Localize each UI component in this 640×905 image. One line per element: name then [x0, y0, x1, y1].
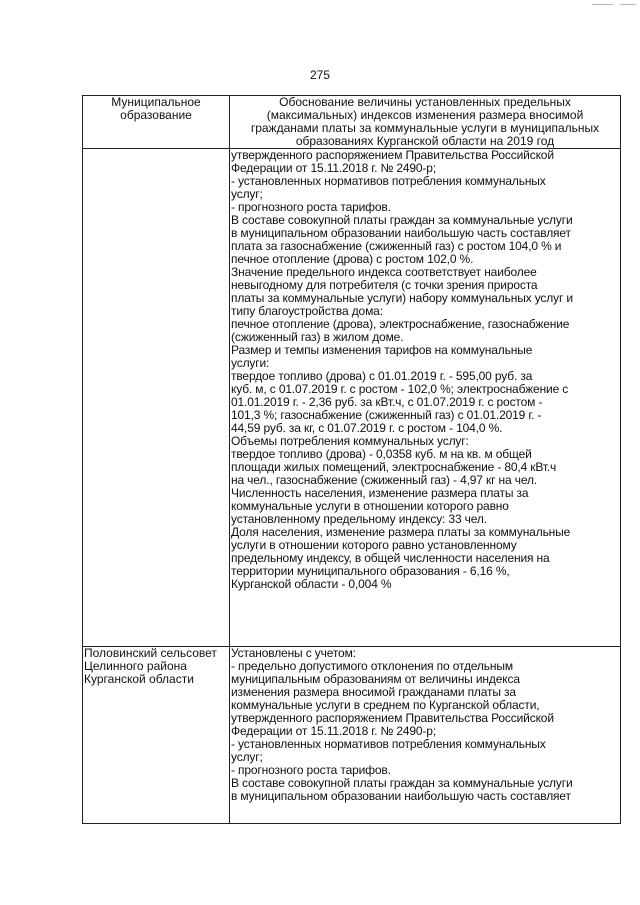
- justification-text-line: Федерации от 15.11.2018 г. № 2490-р;: [231, 161, 436, 175]
- header-municipality-line: образование: [120, 108, 192, 122]
- justification-text-line: 44,59 руб. за кг, с 01.07.2019 г. с ростом - 104,0 %.: [231, 421, 503, 435]
- justification-text-line: площади жилых помещений, электроснабжение - 80,4 кВт.ч: [231, 460, 557, 474]
- justification-text-line: муниципальным образованиям от величины индекса: [231, 672, 520, 686]
- justification-text-line: Размер и темпы изменения тарифов на коммунальные: [231, 343, 533, 357]
- justification-text-line: - предельно допустимого отклонения по отдельным: [231, 659, 513, 673]
- municipality-cell: [83, 647, 230, 824]
- justification-text-line: твердое топливо (дрова) с 01.01.2019 г. - 595,00 руб. за: [231, 369, 533, 383]
- justification-text-line: услуги:: [231, 356, 270, 370]
- justification-text-line: Установлены с учетом:: [231, 646, 356, 660]
- justification-text-line: В составе совокупной платы граждан за коммунальные услуги: [231, 213, 573, 227]
- justification-text-line: предельному индексу, в общей численности населения на: [231, 551, 550, 565]
- justification-text-line: типу благоустройства дома:: [231, 304, 383, 318]
- justification-text-line: - прогнозного роста тарифов.: [231, 200, 391, 214]
- justification-text-line: Федерации от 15.11.2018 г. № 2490-р;: [231, 724, 436, 738]
- justification-text-line: невыгодному для потребителя (с точки зрения прироста: [231, 278, 538, 292]
- justification-text-line: - установленных нормативов потребления коммунальных: [231, 174, 546, 188]
- header-justification-line: (максимальных) индексов изменения размера вносимой: [266, 108, 584, 122]
- municipality-name-line: Половинский сельсовет: [84, 646, 217, 660]
- municipality-name-line: Целинного района: [84, 659, 187, 673]
- scan-artifact-mark: [592, 4, 614, 11]
- justification-text-line: Курганской области - 0,004 %: [231, 577, 392, 591]
- justification-text-line: коммунальные услуги в среднем по Курганской области,: [231, 698, 540, 712]
- justification-text-line: на чел., газоснабжение (сжиженный газ) - 4,97 кг на чел.: [231, 473, 537, 487]
- justification-text-line: коммунальные услуги в отношении которого равно: [231, 499, 509, 513]
- justification-text-line: Объемы потребления коммунальных услуг:: [231, 434, 469, 448]
- justification-text-line: утвержденного распоряжением Правительства Российской: [231, 148, 554, 162]
- header-justification-line: гражданами платы за коммунальные услуги в муниципальных: [250, 121, 600, 135]
- justification-text-line: изменения размера вносимой гражданами платы за: [231, 685, 516, 699]
- justification-text-line: 101,3 %; газоснабжение (сжиженный газ) с 01.01.2019 г. -: [231, 408, 542, 422]
- justification-text-line: 01.01.2019 г. - 2,36 руб. за кВт.ч, с 01.07.2019 г. с ростом -: [231, 395, 543, 409]
- justification-text-line: В составе совокупной платы граждан за коммунальные услуги: [231, 776, 573, 790]
- justification-text-line: печное отопление (дрова), электроснабжение, газоснабжение: [231, 317, 570, 331]
- municipality-name-line: Курганской области: [84, 672, 194, 686]
- table-header-row: [83, 96, 621, 149]
- header-justification-line: образованиях Курганской области на 2019 год: [295, 134, 555, 148]
- justification-text-line: в муниципальном образовании наибольшую часть составляет: [231, 789, 571, 803]
- header-justification-line: Обоснование величины установленных предельных: [279, 95, 571, 109]
- justification-text-line: - прогнозного роста тарифов.: [231, 763, 391, 777]
- scan-artifact-mark: [620, 4, 636, 11]
- justification-text-line: платы за коммунальные услуги) набору коммунальных услуг и: [231, 291, 573, 305]
- header-municipality: [83, 96, 230, 149]
- header-municipality-line: Муниципальное: [111, 95, 201, 109]
- table-row: [83, 149, 621, 647]
- justification-table: [82, 95, 621, 824]
- justification-text-line: установленному предельному индексу: 33 чел.: [231, 512, 487, 526]
- municipality-cell: [83, 149, 230, 647]
- justification-text-line: - установленных нормативов потребления коммунальных: [231, 737, 546, 751]
- justification-cell: [230, 647, 621, 824]
- justification-text-line: твердое топливо (дрова) - 0,0358 куб. м на кв. м общей: [231, 447, 532, 461]
- justification-text-line: услуг;: [231, 187, 263, 201]
- justification-text-line: в муниципальном образовании наибольшую часть составляет: [231, 226, 571, 240]
- header-justification: [230, 96, 621, 149]
- justification-text-line: утвержденного распоряжением Правительства Российской: [231, 711, 554, 725]
- justification-text-line: услуг;: [231, 750, 263, 764]
- justification-text-line: Значение предельного индекса соответствует наиболее: [231, 265, 537, 279]
- justification-text-line: Численность населения, изменение размера платы за: [231, 486, 529, 500]
- page-number: 275: [309, 68, 331, 82]
- table-row: [83, 647, 621, 824]
- justification-text-line: печное отопление (дрова) с ростом 102,0 %.: [231, 252, 474, 266]
- justification-text-line: плата за газоснабжение (сжиженный газ) с ростом 104,0 % и: [231, 239, 562, 253]
- justification-text-line: (сжиженный газ) в жилом доме.: [231, 330, 404, 344]
- justification-text-line: услуги в отношении которого равно установленному: [231, 538, 517, 552]
- justification-cell: [230, 149, 621, 647]
- justification-text-line: территории муниципального образования - 6,16 %,: [231, 564, 510, 578]
- justification-text-line: куб. м, с 01.07.2019 г. с ростом - 102,0 %; электроснабжение с: [231, 382, 569, 396]
- justification-text-line: Доля населения, изменение размера платы за коммунальные: [231, 525, 571, 539]
